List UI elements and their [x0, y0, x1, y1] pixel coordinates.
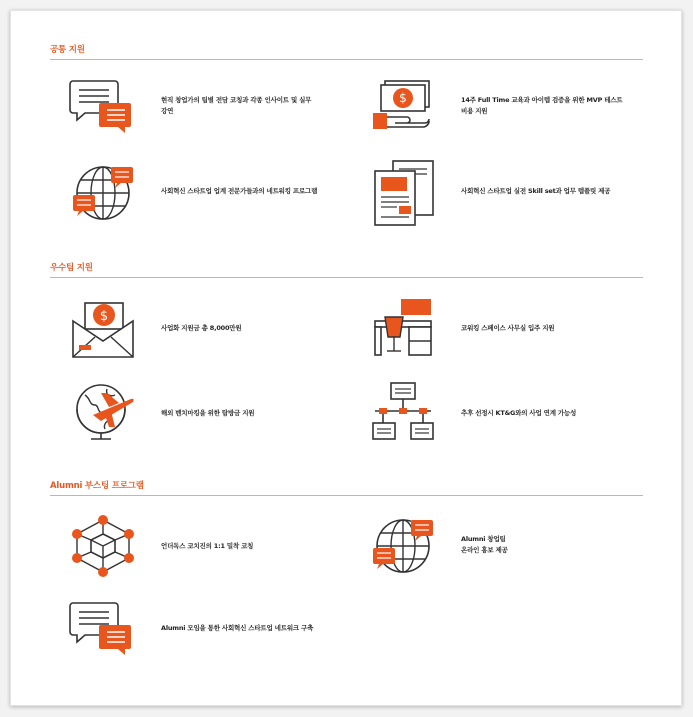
benefit-text: 현직 창업가의 팀별 전담 코칭과 각종 인사이트 및 실무 강연: [161, 96, 312, 115]
section-divider: [50, 59, 643, 60]
benefit-text: 해외 벤치마킹을 위한 탐방금 지원: [161, 409, 255, 417]
benefit-text: Alumni 모임을 통한 사회혁신 스타트업 네트워크 구축: [161, 624, 314, 632]
section-title-excellent-team: 우수팀 지원: [50, 263, 93, 273]
money-hand-icon: [371, 77, 435, 135]
globe-chat-icon: [371, 514, 435, 576]
money-envelope-icon: [71, 299, 135, 359]
section-title-alumni-boosting: Alumni 부스팅 프로그램: [50, 481, 144, 491]
speech-bubbles-icon: [69, 601, 133, 657]
documents-icon: [371, 159, 435, 229]
speech-bubbles-icon: [69, 79, 133, 135]
benefit-text: 추후 선정시 KT&G와의 사업 연계 가능성: [461, 409, 577, 417]
section-divider: [50, 277, 643, 278]
benefit-text: 언더독스 코치진의 1:1 밀착 코칭: [161, 542, 254, 550]
benefit-text: 사회혁신 스타트업 업계 전문가들과의 네트워킹 프로그램: [161, 187, 318, 195]
benefit-text: Alumni 창업팀 온라인 홍보 제공: [461, 535, 508, 554]
globe-chat-icon: [71, 161, 135, 223]
content-card: [10, 10, 682, 706]
benefit-text: 코워킹 스페이스 사무실 입주 지원: [461, 324, 555, 332]
svg-text:$: $: [99, 309, 109, 324]
network-diagram-icon: [371, 381, 435, 443]
office-desk-icon: [371, 297, 435, 357]
benefit-text: 14주 Full Time 교육과 아이템 검증을 위한 MVP 테스트 비용 지원: [461, 96, 623, 115]
section-title-common: 공통 지원: [50, 45, 85, 55]
svg-text:$: $: [399, 91, 407, 105]
benefit-text: 사업화 지원금 총 8,000만원: [161, 324, 242, 332]
section-divider: [50, 495, 643, 496]
cube-network-icon: [71, 514, 135, 578]
benefit-text: 사회혁신 스타트업 실전 Skill set과 업무 템플릿 제공: [461, 187, 611, 195]
globe-airplane-icon: [71, 381, 137, 443]
